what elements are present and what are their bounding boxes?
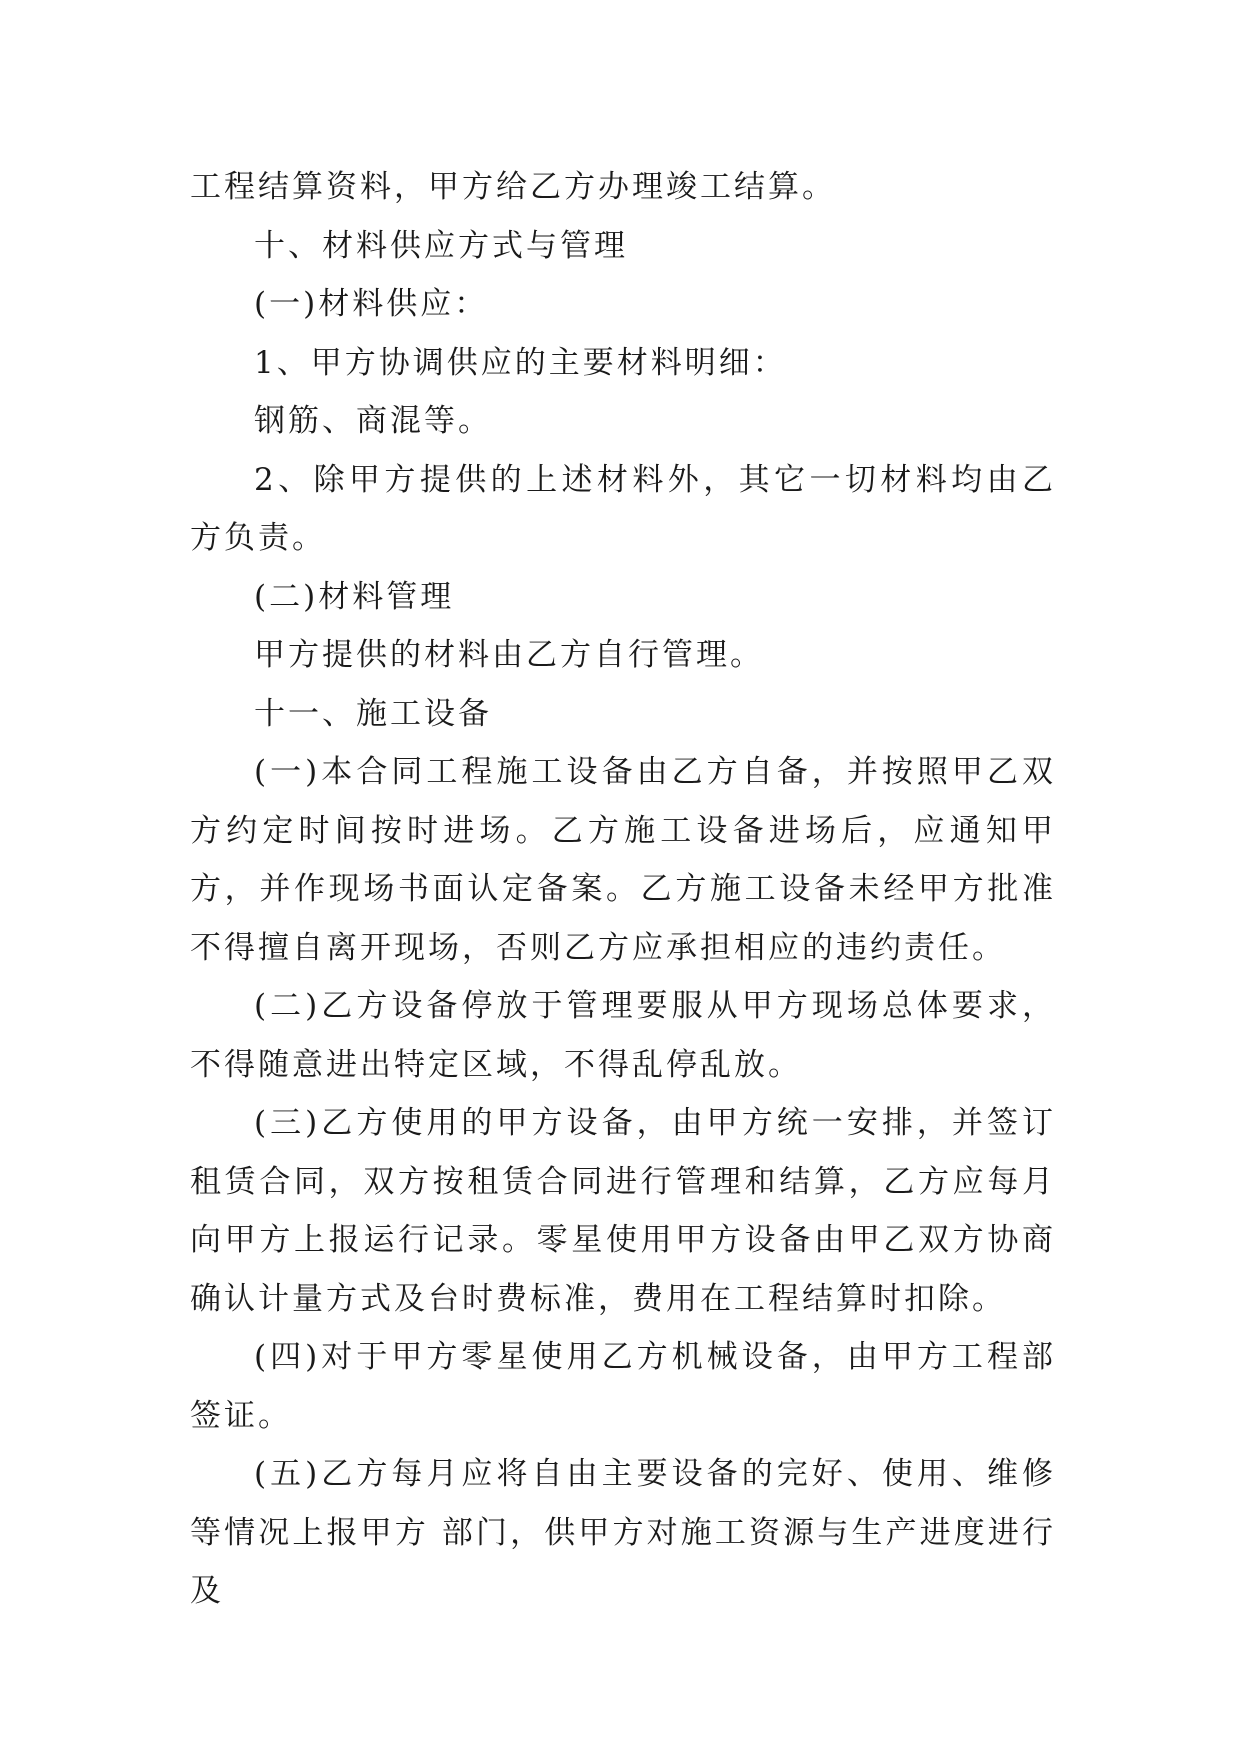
paragraph-equipment-2: (二)乙方设备停放于管理要服从甲方现场总体要求，不得随意进出特定区域，不得乱停乱放。 xyxy=(190,988,1056,1083)
subheading-material-supply: (一)材料供应： xyxy=(254,286,489,322)
paragraph-main-materials: 1、甲方协调供应的主要材料明细： xyxy=(254,344,787,381)
paragraph-equipment-1: (一)本合同工程施工设备由乙方自备，并按照甲乙双方约定时间按时进场。乙方施工设备进场后，应通知甲方，并作现场书面认定备案。乙方施工设备未经甲方批准不得擅自离开现场，否则乙方应承担相应的违约责任。 xyxy=(190,754,1056,966)
paragraph-materials-list: 钢筋、商混等。 xyxy=(254,403,492,439)
section-heading-equipment: 十一、施工设备 xyxy=(254,695,492,732)
paragraph-equipment-5: (五)乙方每月应将自由主要设备的完好、使用、维修等情况上报甲方 部门，供甲方对施工资源与生产进度进行及 xyxy=(190,1456,1056,1609)
document-body xyxy=(190,158,1056,1621)
paragraph-other-materials: 2、除甲方提供的上述材料外，其它一切材料均由乙方负责。 xyxy=(190,461,1056,556)
paragraph-settlement-continuation: 工程结算资料，甲方给乙方办理竣工结算。 xyxy=(190,169,836,205)
paragraph-equipment-3: (三)乙方使用的甲方设备，由甲方统一安排，并签订租赁合同，双方按租赁合同进行管理和结算，乙方应每月向甲方上报运行记录。零星使用甲方设备由甲乙双方协商确认计量方式及台时费标准，费用在工程结算时扣除。 xyxy=(190,1105,1056,1317)
section-heading-material-supply: 十、材料供应方式与管理 xyxy=(254,227,628,264)
paragraph-material-management: 甲方提供的材料由乙方自行管理。 xyxy=(254,637,764,673)
paragraph-equipment-4: (四)对于甲方零星使用乙方机械设备，由甲方工程部签证。 xyxy=(190,1339,1056,1434)
subheading-material-management: (二)材料管理 xyxy=(254,578,455,615)
